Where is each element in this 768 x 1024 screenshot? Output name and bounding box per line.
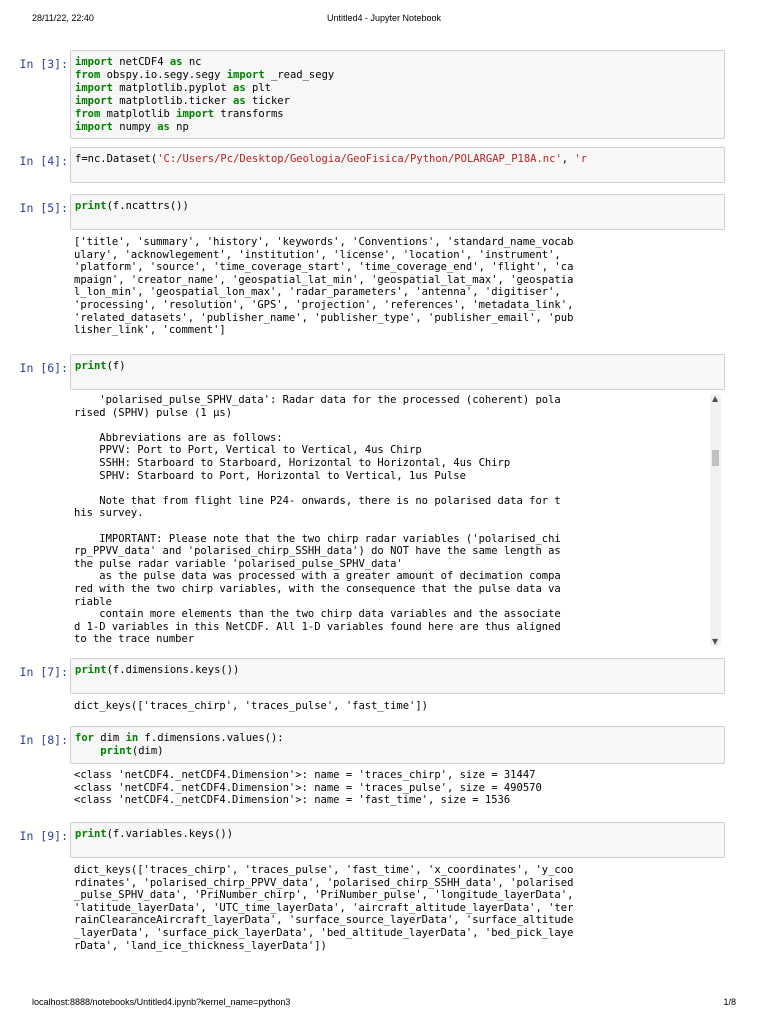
print-header	[0, 13, 768, 27]
code-input[interactable]	[70, 194, 725, 230]
cell-prompt: In [7]:	[19, 665, 68, 679]
code-text: f=nc.Dataset('C:/Users/Pc/Desktop/Geologia/GeoFisica/Python/POLARGAP_P18A.nc', 'r	[75, 153, 588, 165]
print-footer	[0, 997, 768, 1011]
code-text: for dim in f.dimensions.values(): print(dim)	[75, 732, 284, 757]
cell-output	[70, 236, 725, 337]
code-text: print(f.dimensions.keys())	[75, 664, 240, 676]
cell-output	[70, 700, 725, 713]
cell-prompt: In [9]:	[19, 829, 68, 843]
code-input[interactable]	[70, 354, 725, 390]
code-input[interactable]	[70, 147, 725, 183]
code-text: print(f.ncattrs())	[75, 200, 189, 212]
output-text: 'polarised_pulse_SPHV_data': Radar data for the processed (coherent) pola rised (SPHV) pulse (1 µs) Abbreviations are as follows: PPVV: Port to Port, Vertical to Vertical, 4us Chirp SSHH: Starboard to Starboard, Horizontal to Horizontal, 4us Chirp SPHV: Starboard to Port, Horizontal to Vertical, 1us Pulse Note that from flight line P24- onwards, there is no polarised data for t his survey. IMPORTANT: Please note that the two chirp radar variables ('polarised_chi rp_PPVV_data' and 'polarised_chirp_SSHH_data') do NOT have the same length as the pulse radar variable 'polarised_pulse_SPHV_data' as the pulse data was processed with a greater amount of decimation compa red with the two chirp variables, with the consequence that the pulse data va riable contain more elements than the two chirp data variables and the associate d 1-D variables in this NetCDF. All 1-D variables found here are thus aligned to the trace number	[74, 394, 561, 646]
output-text: ['title', 'summary', 'history', 'keywords', 'Conventions', 'standard_name_vocab ulary', 'acknowlegement', 'institution', 'license', 'location', 'instrument', 'platform', 'source', 'time_coverage_start', 'time_coverage_end', 'flight', 'ca mpaign', 'creator_name', 'geospatial_lat_min', 'geospatial_lat_max', 'geospatia l_lon_min', 'geospatial_lon_max', 'radar_parameters', 'antenna', 'digitiser', 'processing', 'resolution', 'GPS', 'projection', 'references', 'metadata_link', 'related_datasets', 'publisher_name', 'publisher_type', 'publisher_email', 'pub lisher_link', 'comment']	[74, 236, 574, 337]
print-title: Untitled4 - Jupyter Notebook	[326, 13, 442, 23]
code-text: print(f.variables.keys())	[75, 828, 234, 840]
scroll-down-icon[interactable]: ▼	[712, 637, 719, 646]
output-text: <class 'netCDF4._netCDF4.Dimension'>: name = 'traces_chirp', size = 31447 <class 'netCDF4._netCDF4.Dimension'>: name = 'traces_pulse', size = 490570 <class 'netCDF4._netCDF4.Dimension'>: name = 'fast_time', size = 1536	[74, 769, 542, 807]
code-text: import netCDF4 as nc from obspy.io.segy.segy import _read_segy import matplotlib.pyplot as plt import matplotlib.ticker as ticker from matplotlib import transforms import numpy as np	[75, 56, 335, 133]
code-input[interactable]	[70, 822, 725, 858]
code-input[interactable]	[70, 50, 725, 139]
vertical-scrollbar[interactable]	[710, 394, 721, 646]
print-datetime: 28/11/22, 22:40	[32, 13, 94, 23]
print-url: localhost:8888/notebooks/Untitled4.ipynb?kernel_name=python3	[32, 997, 291, 1007]
code-input[interactable]	[70, 726, 725, 764]
cell-output	[70, 864, 725, 952]
output-text: dict_keys(['traces_chirp', 'traces_pulse', 'fast_time', 'x_coordinates', 'y_coo rdinates', 'polarised_chirp_PPVV_data', 'polarised_chirp_SSHH_data', 'polarised _pulse_SPHV_data', 'PriNumber_chirp', 'PriNumber_pulse', 'longitude_layerData', 'latitude_layerData', 'UTC_time_layerData', 'aircraft_altitude_layerData', 'ter rainClearanceAircraft_layerData', 'surface_source_layerData', 'surface_altitude _layerData', 'surface_pick_layerData', 'bed_altitude_layerData', 'bed_pick_laye rData', 'land_ice_thickness_layerData'])	[74, 864, 574, 952]
cell-prompt: In [5]:	[19, 201, 68, 215]
cell-prompt: In [6]:	[19, 361, 68, 375]
print-page-number: 1/8	[723, 997, 736, 1007]
scroll-up-icon[interactable]: ▲	[712, 394, 719, 403]
cell-prompt: In [8]:	[19, 733, 68, 747]
cell-output	[70, 394, 725, 646]
scrollbar-thumb[interactable]	[712, 450, 719, 466]
cell-prompt: In [4]:	[19, 154, 68, 168]
output-text: dict_keys(['traces_chirp', 'traces_pulse', 'fast_time'])	[74, 700, 429, 712]
cell-output	[70, 769, 725, 807]
output-scroll-area[interactable]	[74, 394, 721, 646]
code-input[interactable]	[70, 658, 725, 694]
code-text: print(f)	[75, 360, 126, 372]
cell-prompt: In [3]:	[19, 57, 68, 71]
